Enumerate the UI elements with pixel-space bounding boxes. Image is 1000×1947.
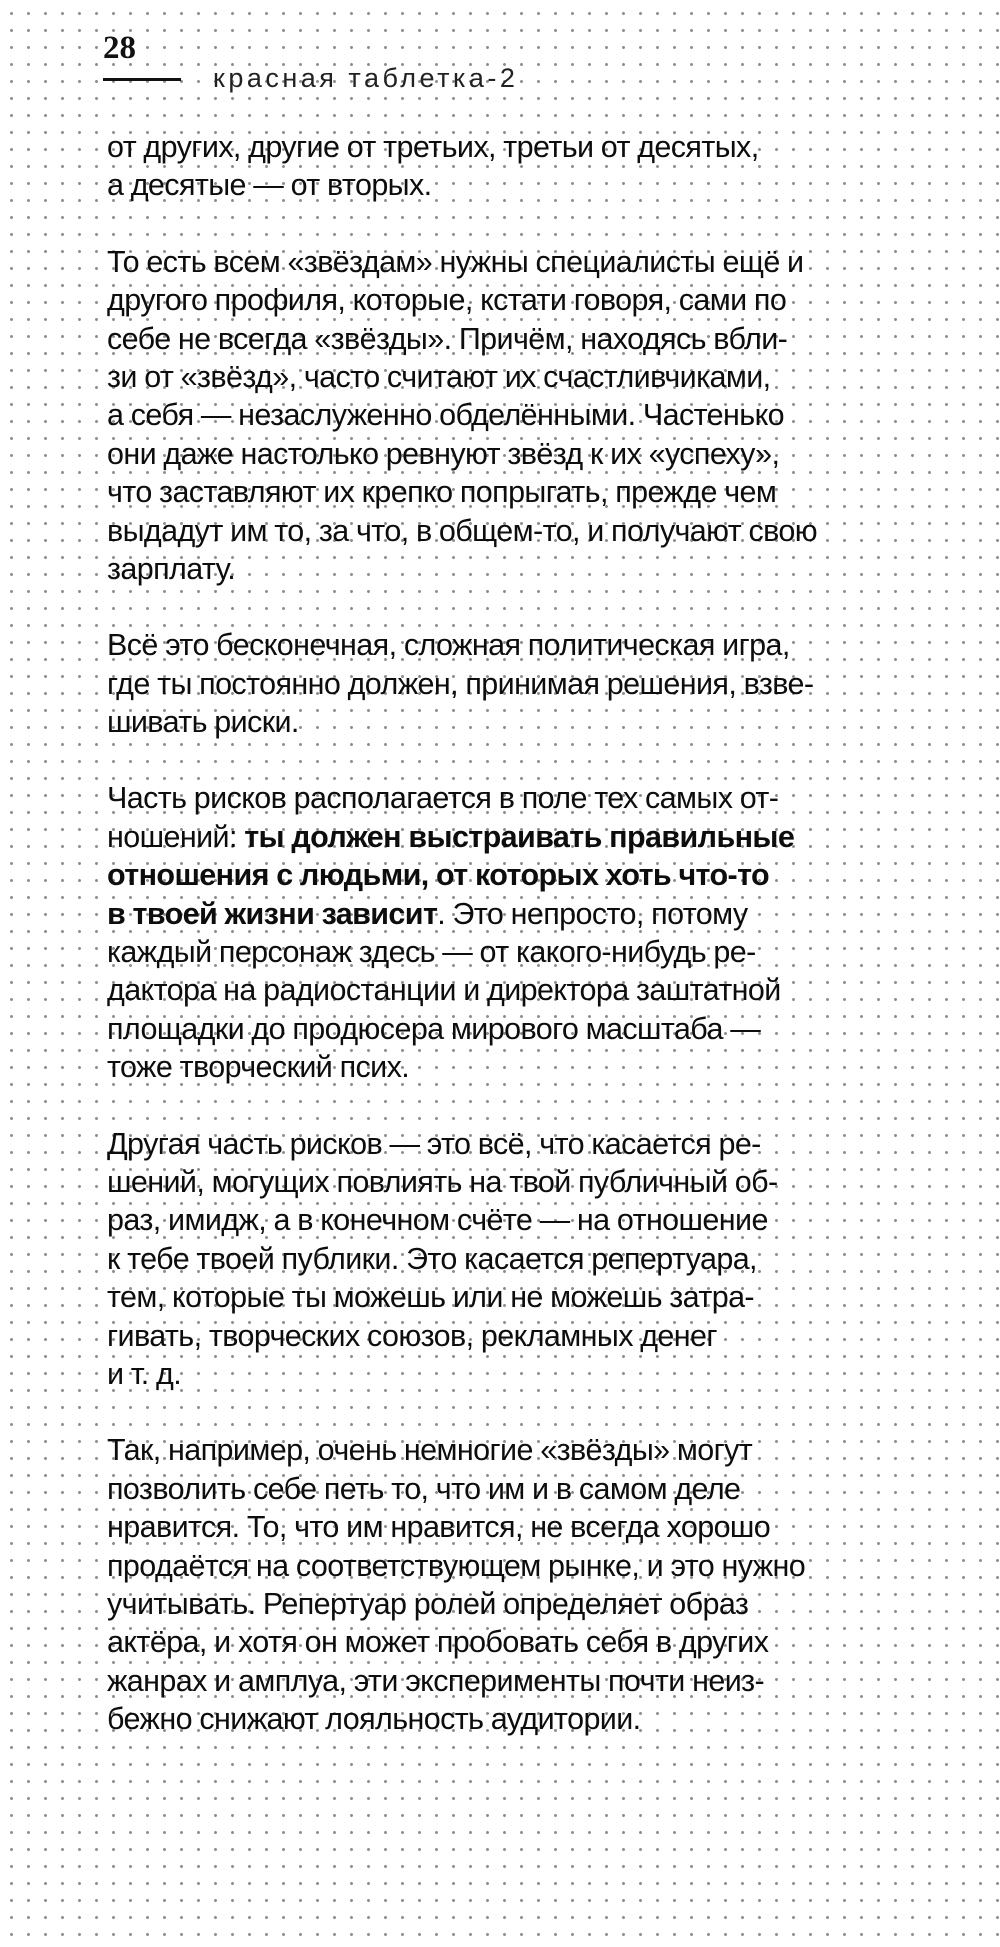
page-header bbox=[103, 28, 963, 98]
text-line: позволить себе петь то, что им и в самом деле bbox=[107, 1471, 741, 1506]
text-line: а десятые — от вторых. bbox=[107, 168, 432, 203]
text-line: Часть рисков располагается в поле тех самых от- bbox=[107, 781, 779, 816]
text-line bbox=[107, 895, 955, 933]
text-line: жанрах и амплуа, эти эксперименты почти неиз- bbox=[107, 1663, 765, 1698]
paragraph-5 bbox=[107, 1125, 955, 1394]
text-line: Всё это бесконечная, сложная политическая игра, bbox=[107, 628, 790, 663]
body-text bbox=[107, 128, 955, 1776]
text-line: другого профиля, которые, кстати говоря, сами по bbox=[107, 283, 787, 318]
header-rule bbox=[103, 78, 181, 81]
text-line: тоже творческий псих. bbox=[107, 1050, 410, 1085]
paragraph-4 bbox=[107, 779, 955, 1086]
running-title: красная таблетка-2 bbox=[213, 63, 519, 93]
plain-text: ношений: bbox=[107, 819, 245, 854]
text-line: а себя — незаслуженно обделёнными. Частенько bbox=[107, 398, 785, 433]
text-line: То есть всем «звёздам» нужны специалисты ещё и bbox=[107, 244, 804, 279]
text-line: продаётся на соответствующем рынке, и это нужно bbox=[107, 1548, 806, 1583]
text-line: выдадут им то, за что, в общем-то, и получают свою bbox=[107, 513, 818, 548]
text-line: актёра, и хотя он может пробовать себя в других bbox=[107, 1625, 769, 1660]
text-line bbox=[107, 818, 955, 856]
text-line: где ты постоянно должен, принимая решения, взве- bbox=[107, 666, 814, 701]
text-line: раз, имидж, а в конечном счёте — на отношение bbox=[107, 1203, 768, 1238]
text-line: шивать риски. bbox=[107, 705, 299, 740]
paragraph-2 bbox=[107, 243, 955, 589]
text-line: Другая часть рисков — это всё, что касается ре- bbox=[107, 1126, 761, 1161]
bold-emphasis: в твоей жизни зависит bbox=[107, 896, 438, 931]
bold-emphasis: ты должен выстраивать правильные bbox=[244, 819, 795, 854]
text-line: гивать, творческих союзов, рекламных денег bbox=[107, 1318, 717, 1353]
text-line: и т. д. bbox=[107, 1356, 182, 1391]
text-line: себе не всегда «звёзды». Причём, находясь вбли- bbox=[107, 321, 788, 356]
text-line: что заставляют их крепко попрыгать, прежде чем bbox=[107, 475, 777, 510]
text-line: зи от «звёзд», часто считают их счастливчиками, bbox=[107, 359, 771, 394]
text-line: они даже настолько ревнуют звёзд к их «успеху», bbox=[107, 436, 780, 471]
paragraph-3 bbox=[107, 626, 955, 741]
text-line: шений, могущих повлиять на твой публичный об- bbox=[107, 1164, 778, 1199]
bold-emphasis: отношения с людьми, от которых хоть что-то bbox=[107, 858, 770, 893]
text-line: от других, другие от третьих, третьи от десятых, bbox=[107, 130, 759, 164]
page-number: 28 bbox=[103, 30, 136, 66]
plain-text: . Это непросто, потому bbox=[437, 896, 748, 931]
text-line: зарплату. bbox=[107, 551, 236, 586]
text-line: учитывать. Репертуар ролей определяет образ bbox=[107, 1586, 749, 1621]
text-line: площадки до продюсера мирового масштаба — bbox=[107, 1011, 761, 1046]
text-line: тем, которые ты можешь или не можешь затра- bbox=[107, 1280, 754, 1315]
text-line: нравится. То, что им нравится, не всегда хорошо bbox=[107, 1510, 771, 1545]
text-line bbox=[107, 856, 955, 894]
text-line: к тебе твоей публики. Это касается репертуара, bbox=[107, 1241, 757, 1276]
text-line: каждый персонаж здесь — от какого-нибудь ре- bbox=[107, 935, 756, 970]
text-line: дактора на радиостанции и директора заштатной bbox=[107, 973, 781, 1008]
text-line: бежно снижают лояльность аудитории. bbox=[107, 1702, 641, 1737]
paragraph-1 bbox=[107, 128, 955, 205]
paragraph-6 bbox=[107, 1431, 955, 1738]
text-line: Так, например, очень немногие «звёзды» могут bbox=[107, 1433, 753, 1468]
